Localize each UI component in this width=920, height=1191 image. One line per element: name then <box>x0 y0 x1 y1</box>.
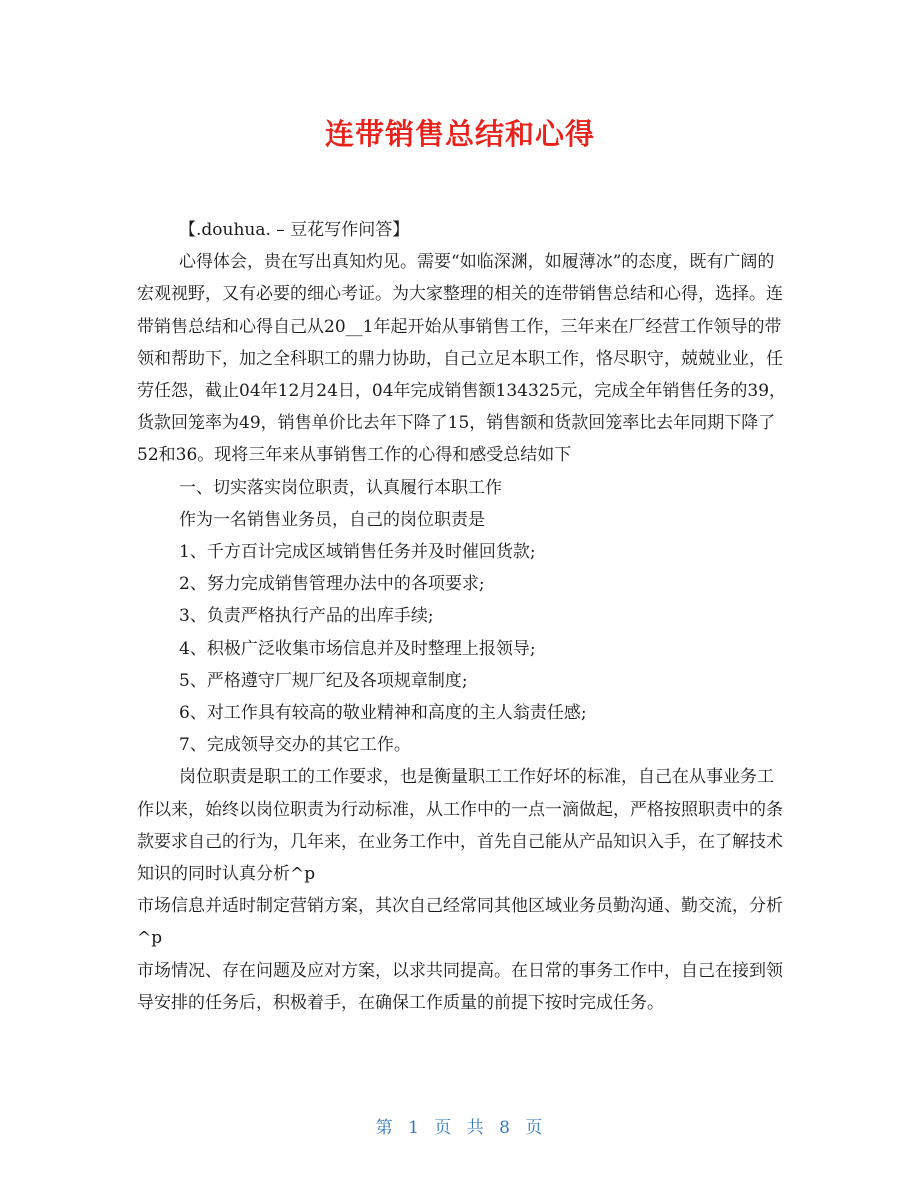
duty-item-5: 5、严格遵守厂规厂纪及各项规章制度; <box>179 670 468 691</box>
duty-item-4: 4、积极广泛收集市场信息并及时整理上报领导; <box>179 638 536 659</box>
document-body <box>137 214 787 1019</box>
source-line: 【.douhua. – 豆花写作问答】 <box>179 220 410 240</box>
body-continuation-2: 市场情况、存在问题及应对方案，以求共同提高。在日常的事务工作中，自己在接到领导安排的任务后，积极着手，在确保工作质量的前提下按时完成任务。 <box>137 960 783 1013</box>
body-paragraph: 岗位职责是职工的工作要求，也是衡量职工工作好坏的标准，自己在从事业务工作以来，始终以岗位职责为行动标准，从工作中的一点一滴做起，严格按照职责中的条款要求自己的行为，几年来，在业务工作中，首先自己能从产品知识入手，在了解技术知识的同时认真分析^p <box>137 767 783 885</box>
page-number-footer: 第 1 页 共 8 页 <box>375 1118 545 1138</box>
duty-item-7: 7、完成领导交办的其它工作。 <box>179 735 411 756</box>
duty-item-6: 6、对工作具有较高的敬业精神和高度的主人翁责任感; <box>179 703 587 724</box>
duty-item-3: 3、负责严格执行产品的出库手续; <box>179 606 434 627</box>
intro-paragraph: 心得体会，贵在写出真知灼见。需要“如临深渊，如履薄冰”的态度，既有广阔的宏观视野，又有必要的细心考证。为大家整理的相关的连带销售总结和心得，选择。连带销售总结和心得自己从20__1年起开始从事销售工作，三年来在厂经营工作领导的带领和帮助下，加之全科职工的鼎力协助，自己立足本职工作，恪尽职守，兢兢业业，任劳任怨，截止04年12月24日，04年完成销售额134325元，完成全年销售任务的39，货款回笼率为49，销售单价比去年下降了15，销售额和货款回笼率比去年同期下降了52和36。现将三年来从事销售工作的心得和感受总结如下 <box>137 252 787 466</box>
body-continuation-1: 市场信息并适时制定营销方案，其次自己经常同其他区域业务员勤沟通、勤交流，分析^p <box>137 896 783 949</box>
duty-intro: 作为一名销售业务员，自己的岗位职责是 <box>179 509 485 530</box>
duty-item-1: 1、千方百计完成区域销售任务并及时催回货款; <box>179 542 536 563</box>
duty-item-2: 2、努力完成销售管理办法中的各项要求; <box>179 574 485 595</box>
document-title: 连带销售总结和心得 <box>324 117 595 151</box>
section-heading: 一、切实落实岗位职责，认真履行本职工作 <box>179 477 502 498</box>
